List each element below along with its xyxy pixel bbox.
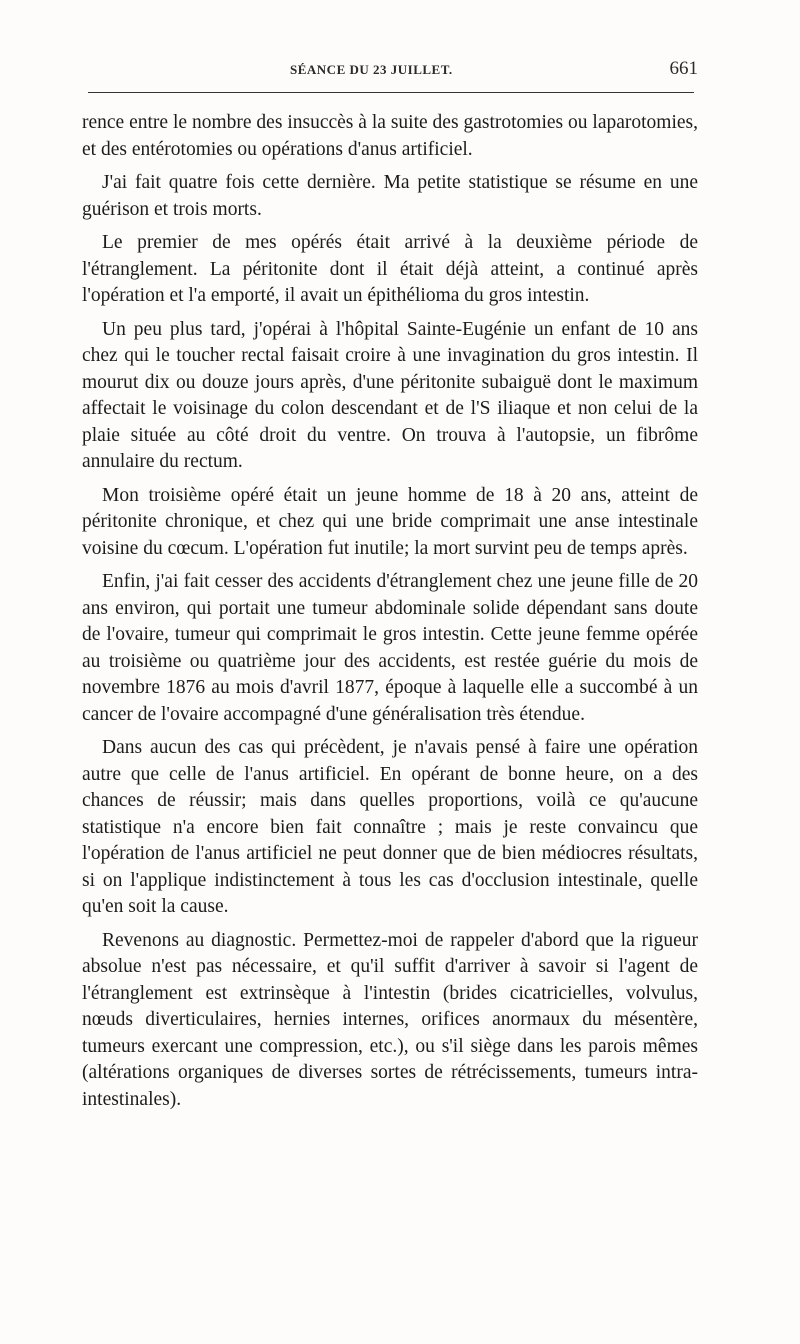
body-text <box>82 110 698 1120</box>
paragraph: Le premier de mes opérés était arrivé à la deuxième période de l'étranglement. La péritonite dont il était déjà atteint, a continué après l'opération et l'a emporté, il avait un épithélioma du gros intestin. <box>82 232 698 306</box>
book-page <box>82 0 698 1344</box>
paragraph: Revenons au diagnostic. Permettez-moi de rappeler d'abord que la rigueur absolue n'est pas nécessaire, et qu'il suffit d'arriver à savoir si l'agent de l'étranglement est extrinsèque à l'intestin (brides cicatricielles, volvulus, nœuds diverticulaires, hernies internes, orifices anormaux du mésentère, tumeurs exercant une compression, etc.), ou s'il siège dans les parois mêmes (altérations organiques de diverses sortes de rétrécissements, tumeurs intra-intestinales). <box>82 929 698 1110</box>
header-rule <box>88 92 694 93</box>
paragraph: J'ai fait quatre fois cette dernière. Ma petite statistique se résume en une guérison et trois morts. <box>82 172 698 220</box>
paragraph: rence entre le nombre des insuccès à la suite des gastrotomies ou laparotomies, et des entérotomies ou opérations d'anus artificiel. <box>82 112 698 160</box>
paragraph: Enfin, j'ai fait cesser des accidents d'étranglement chez une jeune fille de 20 ans environ, qui portait une tumeur abdominale solide dépendant sans doute de l'ovaire, tumeur qui comprimait le gros intestin. Cette jeune femme opérée au troisième ou quatrième jour des accidents, est restée guérie du mois de novembre 1876 au mois d'avril 1877, époque à laquelle elle a succombé à un cancer de l'ovaire accompagné d'une généralisation très étendue. <box>82 571 698 725</box>
running-title: SÉANCE DU 23 JUILLET. <box>290 62 453 77</box>
paragraph: Un peu plus tard, j'opérai à l'hôpital Sainte-Eugénie un enfant de 10 ans chez qui le toucher rectal faisait croire à une invagination du gros intestin. Il mourut dix ou douze jours après, d'une péritonite subaiguë dont le maximum affectait le voisinage du colon descendant et de l'S iliaque et non celui de la plaie située au côté droit du ventre. On trouva à l'autopsie, un fibrôme annulaire du rectum. <box>82 318 698 472</box>
page-number: 661 <box>669 58 698 79</box>
paragraph: Dans aucun des cas qui précèdent, je n'avais pensé à faire une opération autre que celle de l'anus artificiel. En opérant de bonne heure, on a des chances de réussir; mais dans quelles proportions, voilà ce qu'aucune statistique n'a encore bien fait connaître ; mais je reste convaincu que l'opération de l'anus artificiel ne peut donner que de bien médiocres résultats, si on l'applique indistinctement à tous les cas d'occlusion intestinale, quelle qu'en soit la cause. <box>82 737 698 917</box>
running-head <box>82 58 698 88</box>
paragraph: Mon troisième opéré était un jeune homme de 18 à 20 ans, atteint de péritonite chronique, et chez qui une bride comprimait une anse intestinale voisine du cœcum. L'opération fut inutile; la mort survint peu de temps après. <box>82 484 698 559</box>
